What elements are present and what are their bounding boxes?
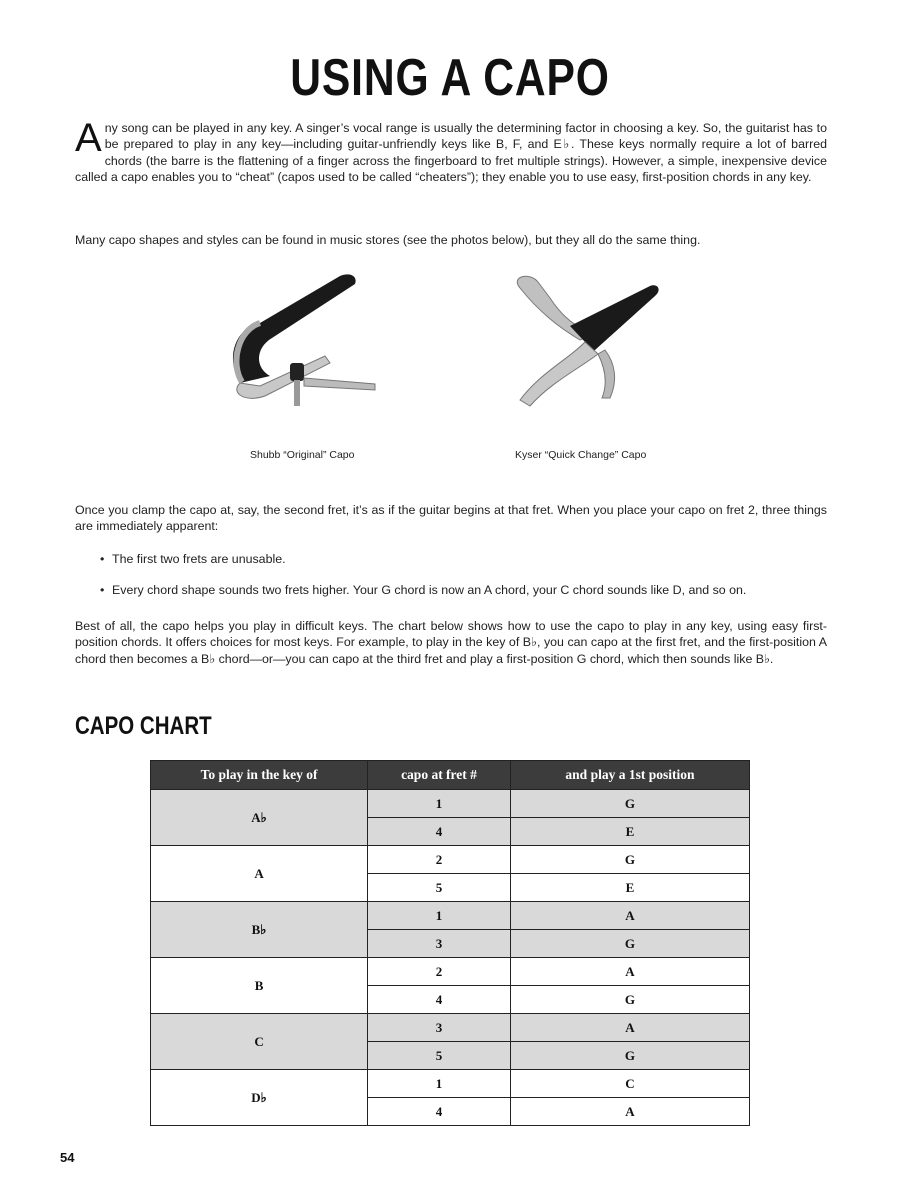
bullet-icon: •	[100, 583, 105, 597]
table-row	[151, 902, 750, 930]
fret-cell: 4	[368, 818, 511, 846]
chord-cell: G	[510, 986, 749, 1014]
key-cell: A	[151, 846, 368, 902]
chord-cell: A	[510, 902, 749, 930]
fret-cell: 2	[368, 958, 511, 986]
clamp-paragraph: Once you clamp the capo at, say, the second fret, it’s as if the guitar begins at that fret. When you place your capo on fret 2, three things are immediately apparent:	[75, 503, 827, 534]
drop-cap: A	[75, 116, 102, 160]
chord-cell: A	[510, 1014, 749, 1042]
column-header-fret: capo at fret #	[368, 761, 511, 790]
table-row	[151, 846, 750, 874]
key-cell: A♭	[151, 790, 368, 846]
fret-cell: 1	[368, 1070, 511, 1098]
key-cell: C	[151, 1014, 368, 1070]
bullet-item: • Every chord shape sounds two frets higher. Your G chord is now an A chord, your C chord sounds like D, and so on.	[100, 583, 747, 597]
fret-cell: 5	[368, 874, 511, 902]
fret-cell: 3	[368, 930, 511, 958]
kyser-capo-image	[490, 268, 670, 418]
bullet-icon: •	[100, 552, 105, 566]
key-cell: B	[151, 958, 368, 1014]
capo-chart-table	[150, 760, 750, 1126]
fret-cell: 4	[368, 1098, 511, 1126]
styles-paragraph: Many capo shapes and styles can be found in music stores (see the photos below), but they all do the same thing.	[75, 233, 701, 247]
key-cell: D♭	[151, 1070, 368, 1126]
column-header-chord: and play a 1st position	[510, 761, 749, 790]
fret-cell: 1	[368, 790, 511, 818]
chord-cell: C	[510, 1070, 749, 1098]
fret-cell: 4	[368, 986, 511, 1014]
chord-cell: G	[510, 846, 749, 874]
page-number: 54	[60, 1150, 75, 1165]
intro-paragraph	[75, 116, 827, 186]
shubb-capo-image	[220, 268, 390, 418]
fret-cell: 5	[368, 1042, 511, 1070]
column-header-key: To play in the key of	[151, 761, 368, 790]
fret-cell: 3	[368, 1014, 511, 1042]
fret-cell: 2	[368, 846, 511, 874]
chord-cell: E	[510, 818, 749, 846]
intro-text: ny song can be played in any key. A singer’s vocal range is usually the determining factor in choosing a key. So, the guitarist has to be prepared to play in any key—including guitar-unfriendly keys like B, F, and E♭. These keys normally require a lot of barred chords (the barre is the flattening of a finger across the fingerboard to fret multiple strings). However, a simple, inexpensive device called a capo enables you to “cheat” (capos used to be called “cheaters”); they enable you to use easy, first-position chords in any key.	[75, 121, 827, 185]
key-cell: B♭	[151, 902, 368, 958]
chord-cell: G	[510, 1042, 749, 1070]
chord-cell: G	[510, 790, 749, 818]
table-row	[151, 790, 750, 818]
page-title: USING A CAPO	[290, 49, 610, 107]
table-row	[151, 1014, 750, 1042]
bullet-item: • The first two frets are unusable.	[100, 552, 286, 566]
chord-cell: A	[510, 1098, 749, 1126]
shubb-capo-caption: Shubb “Original” Capo	[250, 449, 355, 461]
table-row	[151, 958, 750, 986]
difficult-keys-paragraph: Best of all, the capo helps you play in difficult keys. The chart below shows how to use the capo to play in any key, using easy first-position chords. It offers choices for most keys. For example, to play in the key of B♭, you can capo at the first fret, and the first-position A chord then becomes a B♭ chord—or—you can capo at the third fret and play a first-position G chord, which then sounds like B♭.	[75, 619, 827, 666]
chord-cell: G	[510, 930, 749, 958]
kyser-capo-caption: Kyser “Quick Change” Capo	[515, 449, 647, 461]
chord-cell: E	[510, 874, 749, 902]
chord-cell: A	[510, 958, 749, 986]
capo-chart-heading: CAPO CHART	[75, 712, 212, 740]
table-row	[151, 1070, 750, 1098]
fret-cell: 1	[368, 902, 511, 930]
